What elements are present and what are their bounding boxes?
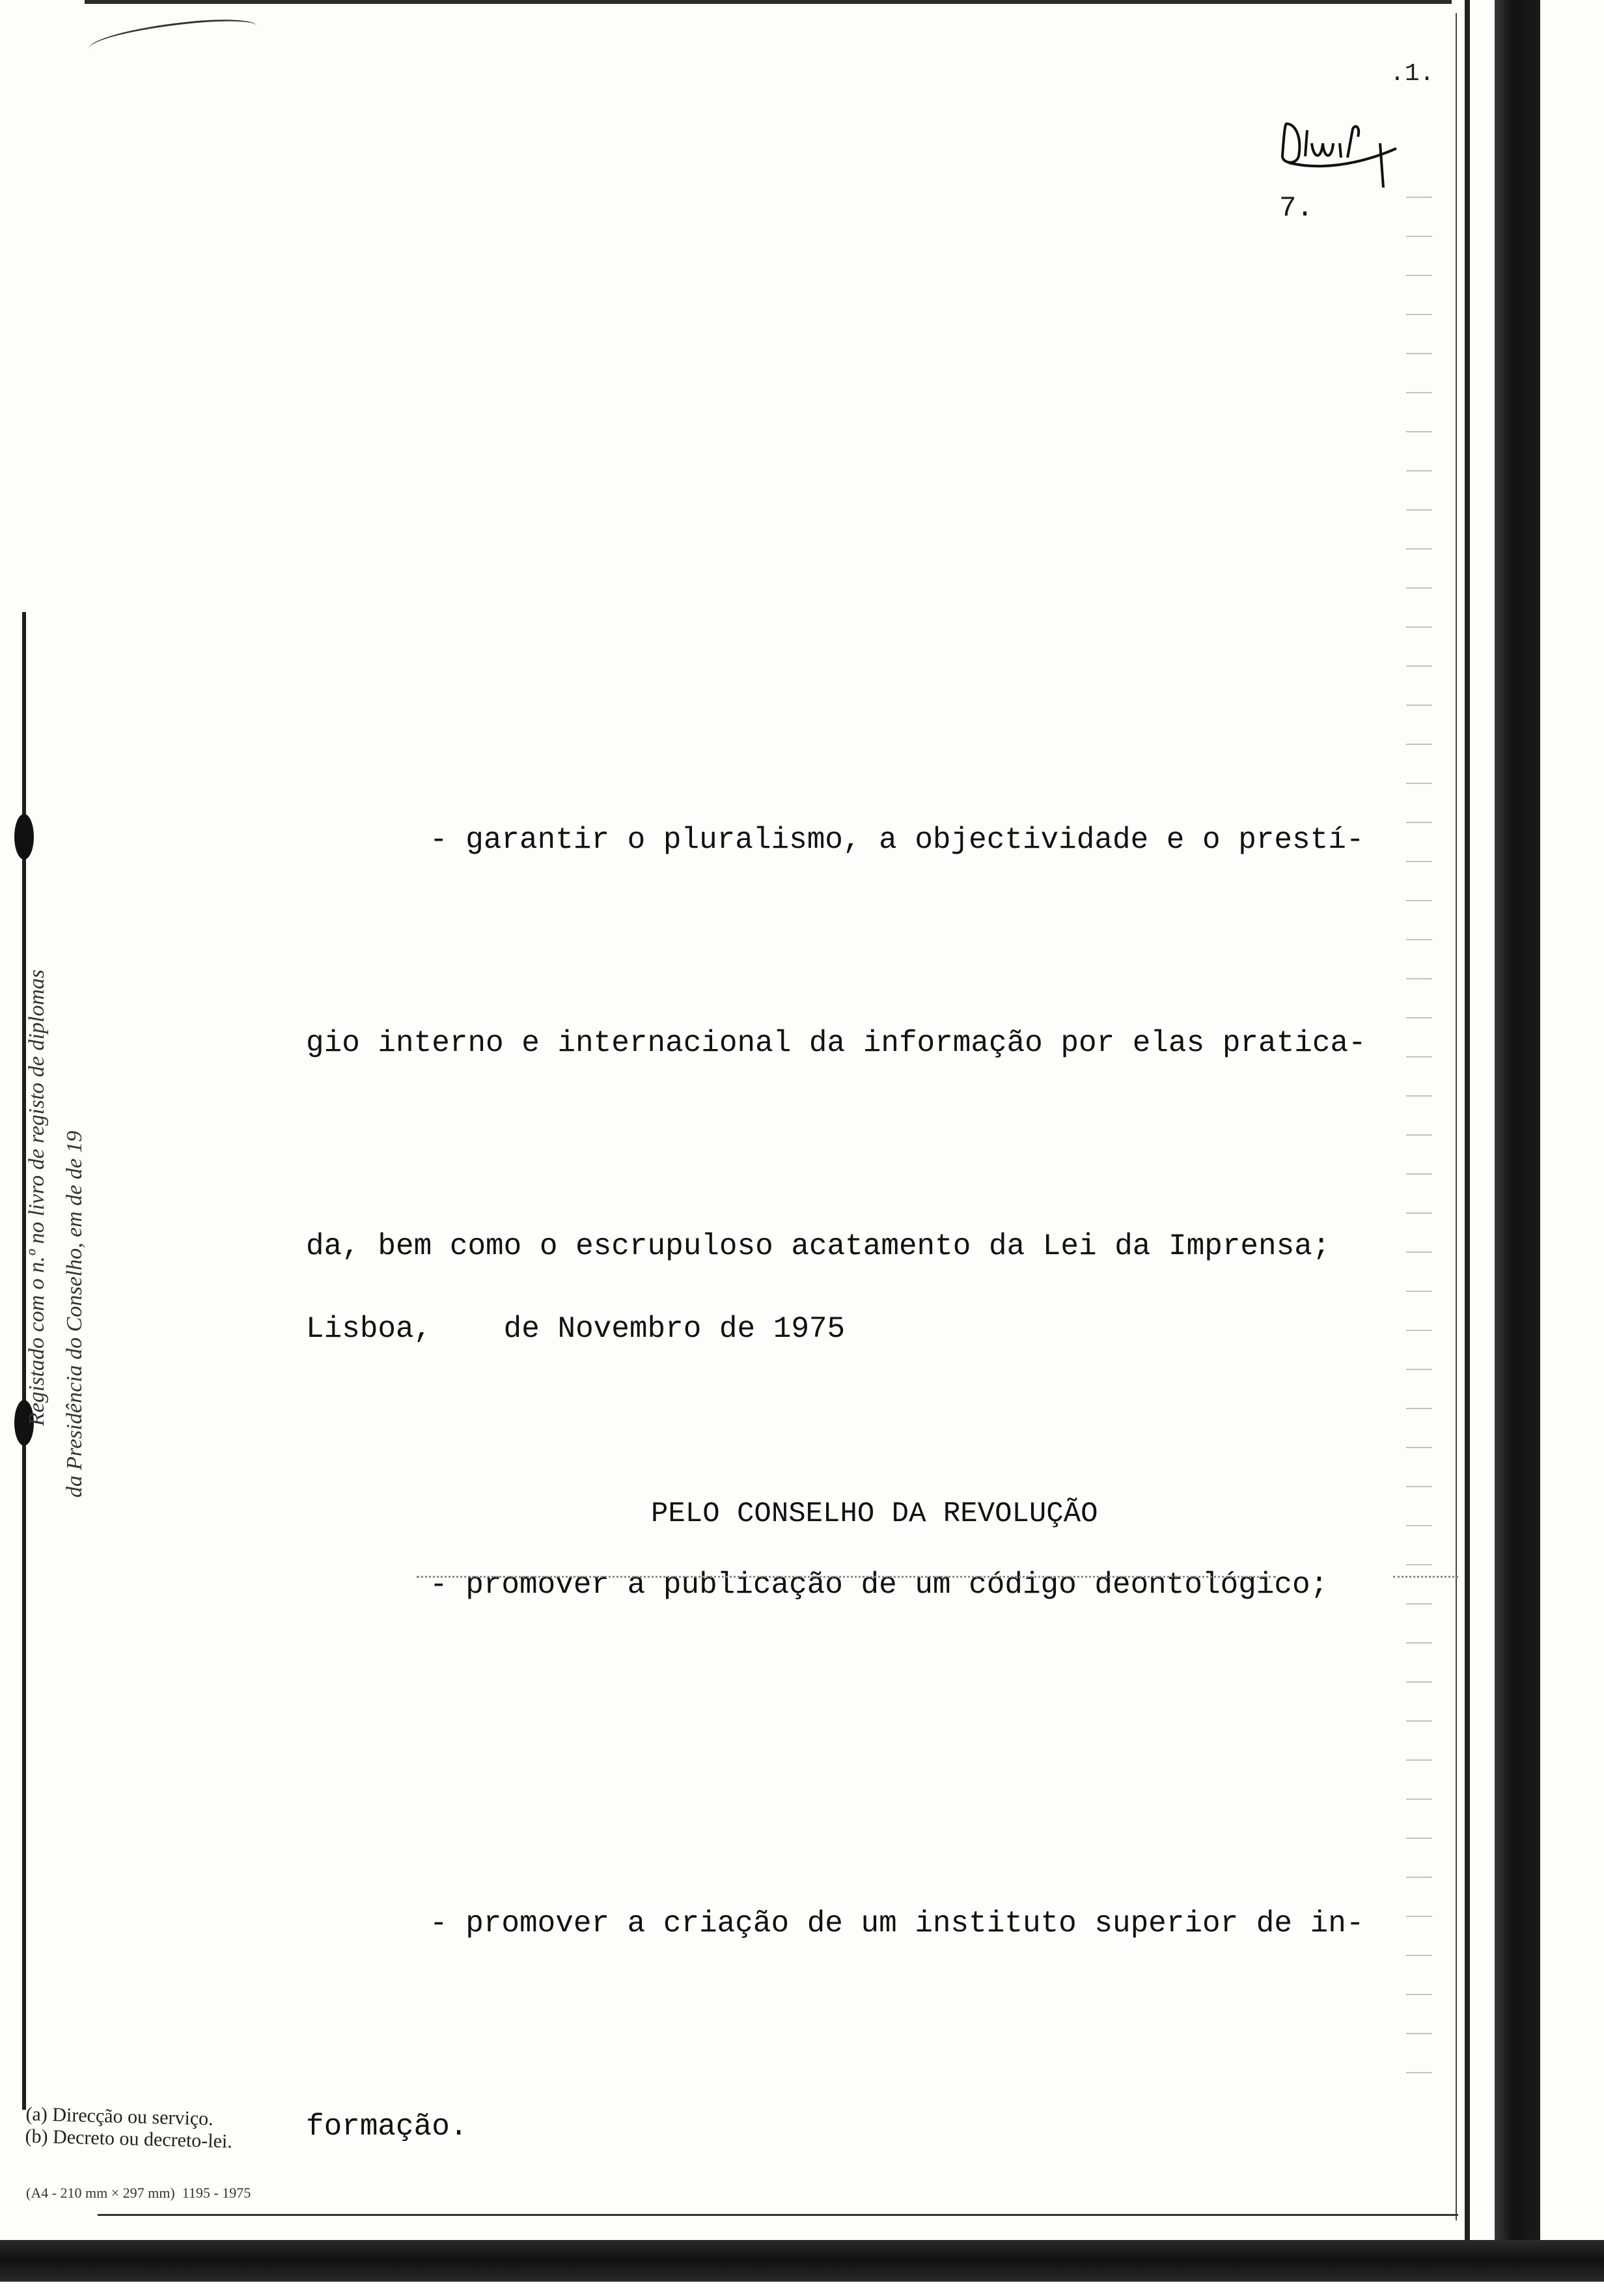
page-marker: .1. xyxy=(1390,60,1435,88)
right-margin-speckle xyxy=(1406,182,1432,2110)
margin-registration-text: Registado com o n.º no livro de registo de diplomas xyxy=(25,969,49,1426)
signature-dotted-line xyxy=(417,1576,1276,1578)
text-line: da, bem como o escrupuloso acatamento da Lei da Imprensa; xyxy=(306,1229,1331,1263)
text-line: - garantir o pluralismo, a objectividade e o prestí- xyxy=(430,823,1364,857)
form-code: (A4 - 210 mm × 297 mm) 1195 - 1975 xyxy=(26,2185,251,2201)
handwritten-signature xyxy=(1276,111,1406,189)
signoff-council: PELO CONSELHO DA REVOLUÇÃO xyxy=(651,1498,1098,1530)
scan-top-curve xyxy=(87,15,258,61)
right-border xyxy=(1465,0,1470,2240)
scan-right-shadow xyxy=(1495,0,1540,2282)
place-date: Lisboa, de Novembro de 1975 xyxy=(306,1312,846,1346)
paragraph-code xyxy=(306,1416,1406,1754)
signature-dotted-line-right xyxy=(1393,1576,1458,1578)
footnote-b: (b) Decreto ou decreto-lei. xyxy=(25,2125,233,2153)
paragraph-pluralism xyxy=(306,671,1406,1416)
punch-hole-top xyxy=(14,814,34,860)
text-line: formação. xyxy=(306,2110,468,2144)
body-text xyxy=(306,671,1406,2296)
footnote-a: (a) Direcção ou serviço. xyxy=(25,2103,214,2130)
scan-top-edge xyxy=(85,0,1452,4)
margin-presidency-text: da Presidência do Conselho, em de de 19 xyxy=(62,1130,87,1498)
footnotes xyxy=(25,2103,233,2153)
text-line: - promover a criação de um instituto superior de in- xyxy=(430,1907,1364,1940)
text-line: gio interno e internacional da informação por elas pratica- xyxy=(306,1026,1366,1060)
text-line: - promover a publicação de um código deontológico; xyxy=(430,1568,1329,1602)
right-border-thin xyxy=(1456,13,1457,2220)
bottom-rule xyxy=(98,2214,1458,2216)
scan-bottom-edge xyxy=(0,2240,1604,2282)
page-number: 7. xyxy=(1279,192,1314,225)
